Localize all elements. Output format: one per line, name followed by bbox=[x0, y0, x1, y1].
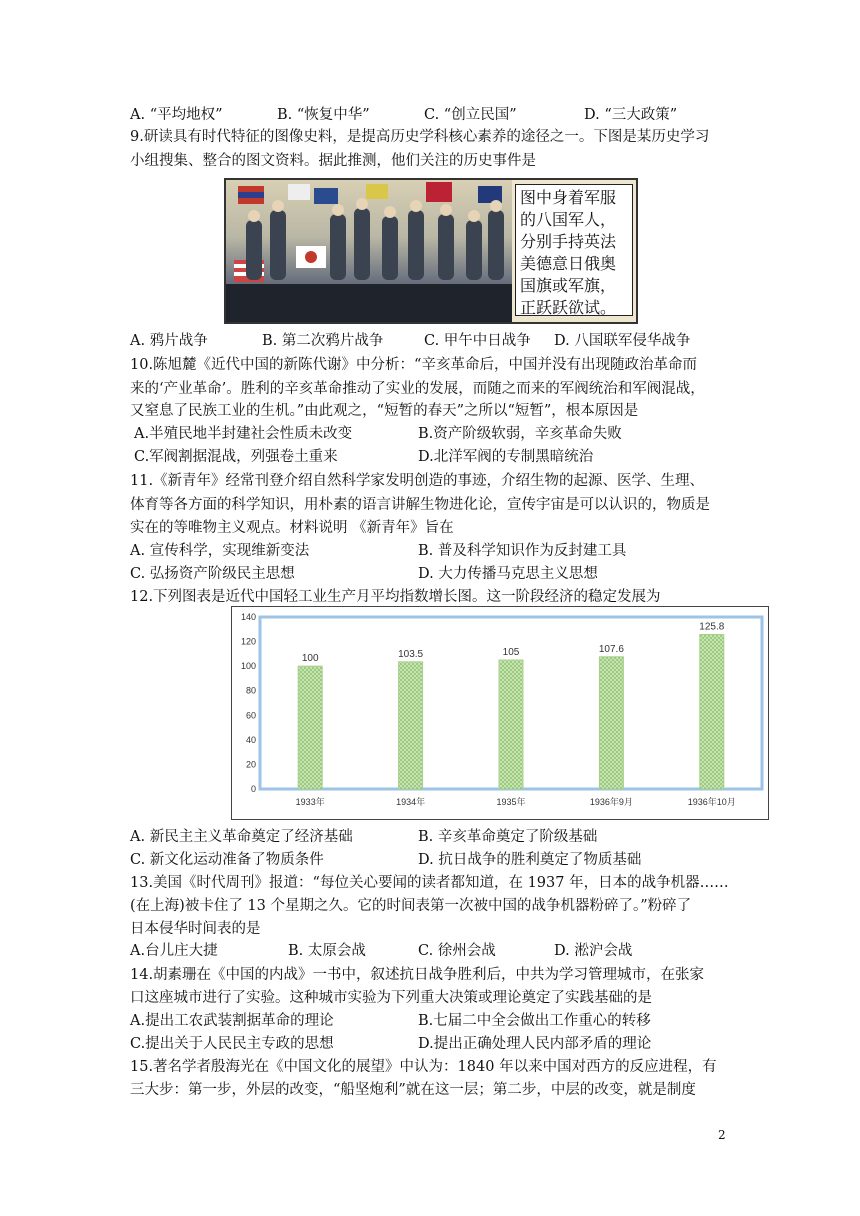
q13-option-b: B. 太原会战 bbox=[288, 943, 366, 959]
q13-stem-line1: 13.美国《时代周刊》报道：“每位关心要闻的读者都知道，在 1937 年，日本的战争机器…… bbox=[130, 875, 729, 891]
q8-option-b: B. “恢复中华” bbox=[277, 107, 370, 123]
y-tick-label: 140 bbox=[240, 612, 256, 622]
q12-option-d: D. 抗日战争的胜利奠定了物质基础 bbox=[418, 852, 642, 868]
q11-stem-line2: 体育等各方面的科学知识，用朴素的语言讲解生物进化论，宣传宇宙是可以认识的，物质是 bbox=[130, 497, 710, 513]
soldiers-drawing bbox=[226, 180, 512, 322]
page-number: 2 bbox=[718, 1128, 726, 1142]
flag-icon bbox=[288, 184, 310, 200]
q13-option-c: C. 徐州会战 bbox=[418, 943, 496, 959]
bar bbox=[399, 662, 423, 789]
q12-stem-line1: 12.下列图表是近代中国轻工业生产月平均指数增长图。这一阶段经济的稳定发展为 bbox=[130, 589, 661, 605]
rising-sun-icon bbox=[305, 251, 317, 263]
bar-value-label: 103.5 bbox=[398, 648, 424, 660]
x-tick-label: 1934年 bbox=[396, 797, 426, 807]
eight-nation-army-figure bbox=[224, 178, 638, 324]
q8-option-c: C. “创立民国” bbox=[424, 107, 517, 123]
flag-icon bbox=[366, 184, 388, 199]
q10-option-c: C.军阀割据混战，列强卷土重来 bbox=[134, 449, 338, 465]
q14-option-b: B.七届二中全会做出工作重心的转移 bbox=[418, 1013, 651, 1029]
bar-value-label: 100 bbox=[301, 653, 319, 665]
q12-option-a: A. 新民主主义革命奠定了经济基础 bbox=[130, 829, 353, 845]
y-tick-label: 0 bbox=[250, 784, 256, 794]
light-industry-index-chart bbox=[231, 606, 769, 820]
q9-option-a: A. 鸦片战争 bbox=[130, 333, 208, 349]
q14-option-a: A.提出工农武装割据革命的理论 bbox=[130, 1013, 334, 1029]
flag-icon bbox=[478, 186, 502, 203]
q11-option-b: B. 普及科学知识作为反封建工具 bbox=[418, 543, 627, 559]
bar bbox=[298, 666, 322, 789]
x-tick-label: 1936年9月 bbox=[589, 797, 633, 807]
q9-option-d: D. 八国联军侵华战争 bbox=[554, 333, 691, 349]
q15-stem-line2: 三大步：第一步，外层的改变，“船坚炮利”就在这一层；第二步，中层的改变，就是制度 bbox=[130, 1082, 696, 1098]
q15-stem-line1: 15.著名学者殷海光在《中国文化的展望》中认为：1840 年以来中国对西方的反应进程，有 bbox=[130, 1059, 717, 1075]
y-tick-label: 80 bbox=[245, 685, 256, 696]
q8-option-d: D. “三大政策” bbox=[584, 107, 678, 123]
q12-option-b: B. 辛亥革命奠定了阶级基础 bbox=[418, 829, 598, 845]
y-tick-label: 40 bbox=[245, 734, 256, 745]
soldier-heads bbox=[248, 198, 502, 222]
y-tick-label: 20 bbox=[245, 759, 256, 770]
x-tick-label: 1936年10月 bbox=[687, 797, 736, 807]
q11-option-c: C. 弘扬资产阶级民主思想 bbox=[130, 566, 295, 582]
q13-option-a: A.台儿庄大捷 bbox=[130, 943, 218, 959]
q11-option-d: D. 大力传播马克思主义思想 bbox=[418, 566, 598, 582]
flag-icon bbox=[426, 182, 452, 202]
x-tick-label: 1933年 bbox=[295, 797, 325, 807]
q14-option-c: C.提出关于人民民主专政的思想 bbox=[130, 1036, 334, 1052]
flag-stripe bbox=[238, 192, 264, 198]
figure-caption: 图中身着军服的八国军人，分别手持英法美德意日俄奥国旗或军旗，正跃跃欲试。 bbox=[515, 184, 633, 316]
bar bbox=[700, 634, 724, 789]
flag-icon bbox=[314, 188, 338, 204]
q13-stem-line2: (在上海)被卡住了 13 个星期之久。它的时间表第一次被中国的战争机器粉碎了。”粉碎了 bbox=[130, 898, 692, 914]
y-tick-label: 60 bbox=[245, 710, 256, 721]
q9-stem-line1: 9.研读具有时代特征的图像史料，是提高历史学科核心素养的途径之一。下图是某历史学习 bbox=[130, 129, 710, 145]
y-tick-label: 120 bbox=[240, 636, 256, 647]
q11-stem-line3: 实在的等唯物主义观点。材料说明 《新青年》旨在 bbox=[130, 520, 454, 536]
q10-stem-line3: 又窒息了民族工业的生机。”由此观之，“短暂的春天”之所以“短暂”，根本原因是 bbox=[130, 403, 639, 419]
q12-option-c: C. 新文化运动准备了物质条件 bbox=[130, 852, 324, 868]
front-row-soldiers bbox=[226, 284, 512, 322]
q14-stem-line1: 14.胡素珊在《中国的内战》一书中，叙述抗日战争胜利后，中共为学习管理城市，在张家 bbox=[130, 967, 705, 983]
bar bbox=[499, 660, 523, 789]
q11-option-a: A. 宣传科学，实现维新变法 bbox=[130, 543, 310, 559]
q9-option-b: B. 第二次鸦片战争 bbox=[262, 333, 384, 349]
q13-option-d: D. 淞沪会战 bbox=[554, 943, 633, 959]
x-tick-label: 1935年 bbox=[496, 797, 526, 807]
y-tick-label: 100 bbox=[240, 661, 256, 672]
eight-nation-army-illustration bbox=[226, 180, 512, 322]
q11-stem-line1: 11.《新青年》经常刊登介绍自然科学家发明创造的事迹，介绍生物的起源、医学、生理、 bbox=[130, 473, 705, 489]
q9-stem-line2: 小组搜集、整合的图文资料。据此推测，他们关注的历史事件是 bbox=[130, 153, 536, 169]
q10-stem-line1: 10.陈旭麓《近代中国的新陈代谢》中分析：“辛亥革命后，中国并没有出现随政治革命而 bbox=[130, 357, 697, 373]
q10-stem-line2: 来的‘产业革命’。胜利的辛亥革命推动了实业的发展，而随之而来的军阀统治和军阀混战， bbox=[130, 381, 705, 397]
bar-value-label: 107.6 bbox=[598, 643, 624, 655]
q13-stem-line3: 日本侵华时间表的是 bbox=[130, 921, 261, 937]
bar-chart bbox=[232, 607, 768, 819]
q10-option-d: D.北洋军阀的专制黑暗统治 bbox=[418, 449, 594, 465]
q10-option-a: A.半殖民地半封建社会性质未改变 bbox=[134, 426, 353, 442]
bar-value-label: 105 bbox=[502, 647, 520, 658]
q10-option-b: B.资产阶级软弱，辛亥革命失败 bbox=[418, 426, 622, 442]
q14-stem-line2: 口这座城市进行了实验。这种城市实验为下列重大决策或理论奠定了实践基础的是 bbox=[130, 990, 652, 1006]
q9-option-c: C. 甲午中日战争 bbox=[424, 333, 531, 349]
soldier-figures bbox=[246, 208, 504, 280]
q8-option-a: A. “平均地权” bbox=[130, 107, 223, 123]
bar bbox=[599, 657, 623, 789]
q14-option-d: D.提出正确处理人民内部矛盾的理论 bbox=[418, 1036, 652, 1052]
bar-value-label: 125.8 bbox=[699, 621, 725, 633]
